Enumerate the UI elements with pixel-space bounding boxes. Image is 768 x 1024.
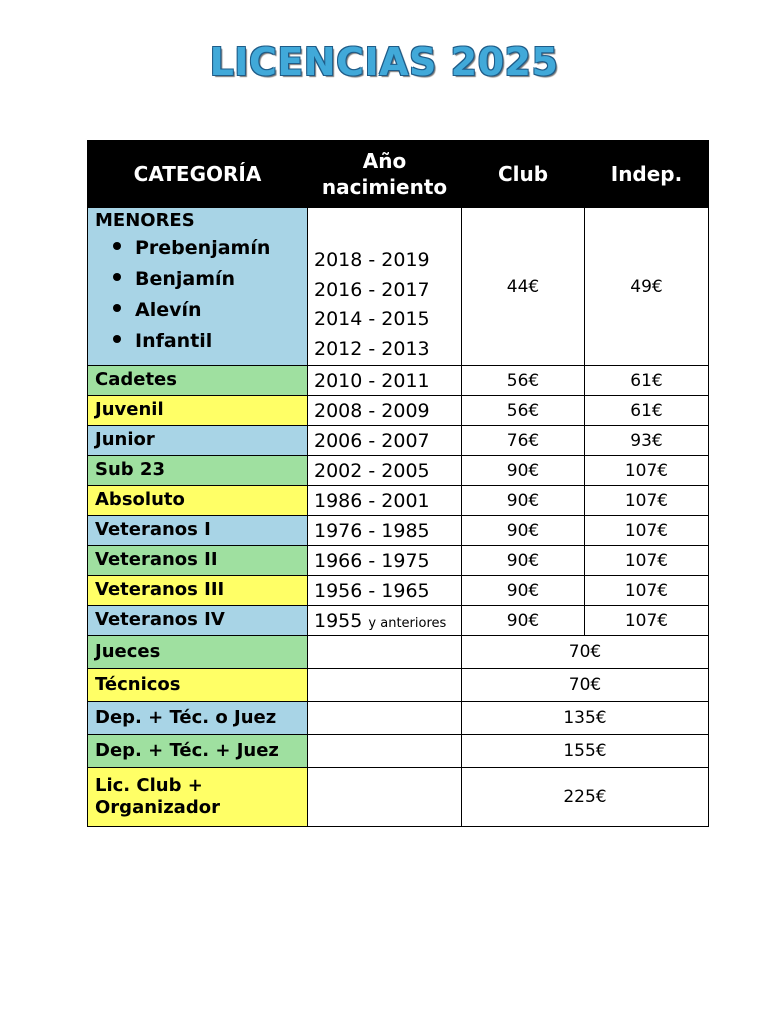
years-cell: 2008 - 2009 bbox=[308, 396, 462, 426]
menores-indep-price: 49€ bbox=[585, 208, 709, 366]
price-cell: 225€ bbox=[462, 768, 709, 827]
price-cell: 70€ bbox=[462, 669, 709, 702]
table-row bbox=[88, 516, 709, 546]
header-ano-nacimiento bbox=[308, 141, 462, 208]
page-title: LICENCIAS 2025 bbox=[209, 40, 559, 84]
years-cell: 1976 - 1985 bbox=[308, 516, 462, 546]
category-cell: Jueces bbox=[88, 636, 308, 669]
price-cell: 135€ bbox=[462, 702, 709, 735]
indep-price-cell: 107€ bbox=[585, 606, 709, 636]
indep-price-cell: 107€ bbox=[585, 456, 709, 486]
menores-club-price: 44€ bbox=[462, 208, 585, 366]
header-categoria: CATEGORÍA bbox=[88, 141, 308, 208]
years-cell: 1986 - 2001 bbox=[308, 486, 462, 516]
years-cell: 1956 - 1965 bbox=[308, 576, 462, 606]
indep-price-cell: 93€ bbox=[585, 426, 709, 456]
years-cell bbox=[308, 606, 462, 636]
table-row bbox=[88, 486, 709, 516]
bullet-icon bbox=[113, 242, 121, 250]
category-line2: Organizador bbox=[95, 797, 220, 818]
indep-price-cell: 61€ bbox=[585, 396, 709, 426]
menores-label: MENORES bbox=[95, 210, 195, 231]
table-row bbox=[88, 396, 709, 426]
list-item: Prebenjamín bbox=[113, 233, 307, 264]
club-price-cell: 90€ bbox=[462, 606, 585, 636]
price-cell: 155€ bbox=[462, 735, 709, 768]
club-price-cell: 90€ bbox=[462, 546, 585, 576]
category-cell: Técnicos bbox=[88, 669, 308, 702]
table-row bbox=[88, 702, 709, 735]
category-cell: Veteranos II bbox=[88, 546, 308, 576]
licencias-table bbox=[87, 140, 709, 827]
indep-price-cell: 107€ bbox=[585, 546, 709, 576]
list-item: Benjamín bbox=[113, 264, 307, 295]
header-club: Club bbox=[462, 141, 585, 208]
bullet-icon bbox=[113, 273, 121, 281]
club-price-cell: 56€ bbox=[462, 396, 585, 426]
years-cell-empty bbox=[308, 768, 462, 827]
club-price-cell: 76€ bbox=[462, 426, 585, 456]
years-cell: 2006 - 2007 bbox=[308, 426, 462, 456]
header-indep: Indep. bbox=[585, 141, 709, 208]
club-price-cell: 90€ bbox=[462, 516, 585, 546]
menores-year: 2012 - 2013 bbox=[314, 337, 430, 360]
club-price-cell: 90€ bbox=[462, 486, 585, 516]
table-row bbox=[88, 606, 709, 636]
table-row bbox=[88, 576, 709, 606]
years-cell: 2010 - 2011 bbox=[308, 366, 462, 396]
club-price-cell: 56€ bbox=[462, 366, 585, 396]
years-cell-empty bbox=[308, 735, 462, 768]
menores-sublist bbox=[95, 233, 307, 357]
list-item: Infantil bbox=[113, 326, 307, 357]
category-cell: Sub 23 bbox=[88, 456, 308, 486]
table-row bbox=[88, 366, 709, 396]
years-cell-empty bbox=[308, 669, 462, 702]
header-ano-line2: nacimiento bbox=[321, 175, 448, 199]
bullet-icon bbox=[113, 335, 121, 343]
table-row bbox=[88, 456, 709, 486]
menores-year: 2018 - 2019 bbox=[314, 249, 430, 271]
indep-price-cell: 107€ bbox=[585, 486, 709, 516]
table-row bbox=[88, 768, 709, 827]
category-cell: Dep. + Téc. o Juez bbox=[88, 702, 308, 735]
menores-year: 2016 - 2017 bbox=[314, 278, 430, 301]
list-item: Alevín bbox=[113, 295, 307, 326]
category-cell: Veteranos I bbox=[88, 516, 308, 546]
table-row bbox=[88, 636, 709, 669]
club-price-cell: 90€ bbox=[462, 576, 585, 606]
years-value: 1955 bbox=[314, 609, 363, 632]
header-ano-line1: Año bbox=[362, 149, 407, 173]
table-row bbox=[88, 426, 709, 456]
years-note: y anteriores bbox=[368, 615, 447, 631]
indep-price-cell: 61€ bbox=[585, 366, 709, 396]
years-cell-empty bbox=[308, 636, 462, 669]
table-header-row bbox=[88, 141, 709, 208]
category-line1: Lic. Club + bbox=[95, 774, 203, 796]
years-cell-empty bbox=[308, 702, 462, 735]
indep-price-cell: 107€ bbox=[585, 516, 709, 546]
menores-category-cell bbox=[88, 208, 308, 366]
years-cell: 1966 - 1975 bbox=[308, 546, 462, 576]
category-cell bbox=[88, 768, 308, 827]
indep-price-cell: 107€ bbox=[585, 576, 709, 606]
bullet-icon bbox=[113, 304, 121, 312]
category-cell: Dep. + Téc. + Juez bbox=[88, 735, 308, 768]
club-price-cell: 90€ bbox=[462, 456, 585, 486]
menores-years-cell bbox=[308, 208, 462, 366]
table-row bbox=[88, 669, 709, 702]
category-cell: Veteranos IV bbox=[88, 606, 308, 636]
category-cell: Veteranos III bbox=[88, 576, 308, 606]
category-cell: Cadetes bbox=[88, 366, 308, 396]
category-cell: Junior bbox=[88, 426, 308, 456]
table-row bbox=[88, 735, 709, 768]
category-cell: Juvenil bbox=[88, 396, 308, 426]
category-cell: Absoluto bbox=[88, 486, 308, 516]
years-cell: 2002 - 2005 bbox=[308, 456, 462, 486]
menores-year: 2014 - 2015 bbox=[314, 308, 430, 330]
table-row-menores bbox=[88, 208, 709, 366]
table-row bbox=[88, 546, 709, 576]
price-cell: 70€ bbox=[462, 636, 709, 669]
